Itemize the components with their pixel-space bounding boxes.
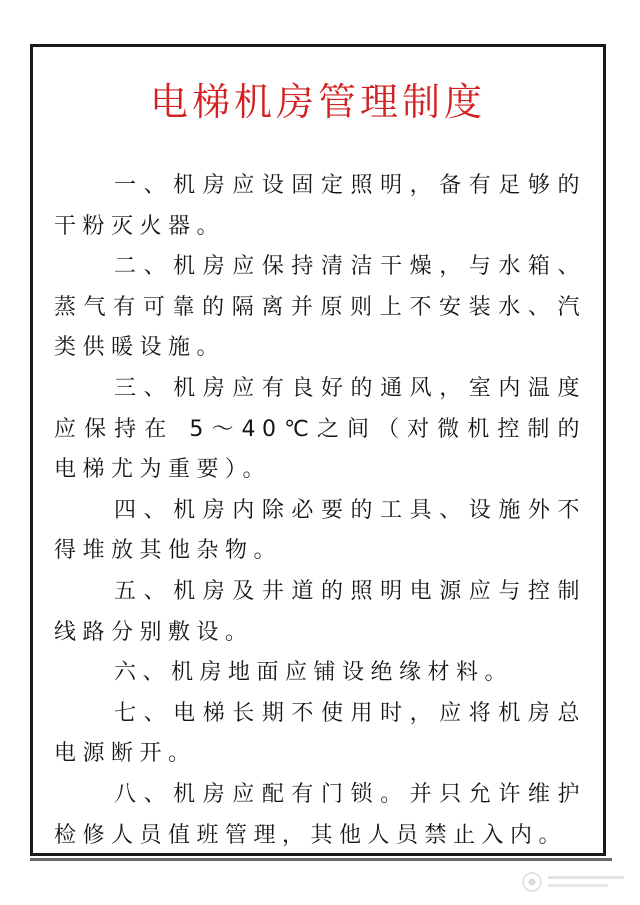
- notice-title: 电梯机房管理制度: [149, 80, 486, 124]
- rule-5: 五、机房及井道的照明电源应与控制线路分别敷设。: [54, 578, 586, 645]
- rule-4: 四、机房内除必要的工具、设施外不得堆放其他杂物。: [54, 497, 586, 564]
- rules-list: [54, 166, 586, 856]
- rule-7: 七、电梯长期不使用时，应将机房总电源断开。: [54, 700, 586, 767]
- rule-6: 六、机房地面应铺设绝缘材料。: [114, 660, 514, 686]
- rule-1: 一、机房应设固定照明，备有足够的干粉灭火器。: [54, 173, 586, 239]
- watermark-logo-icon: [520, 867, 630, 897]
- frame-shadow: [30, 858, 612, 861]
- rule-8: 八、机房应配有门锁。并只允许维护检修人员值班管理，其他人员禁止入内。: [54, 781, 586, 848]
- rule-2: 二、机房应保持清洁干燥，与水箱、蒸气有可靠的隔离并原则上不安装水、汽类供暖设施。: [54, 254, 586, 361]
- rule-3: 三、机房应有良好的通风，室内温度应保持在 5～40℃之间（对微机控制的电梯尤为重要）。: [54, 375, 586, 483]
